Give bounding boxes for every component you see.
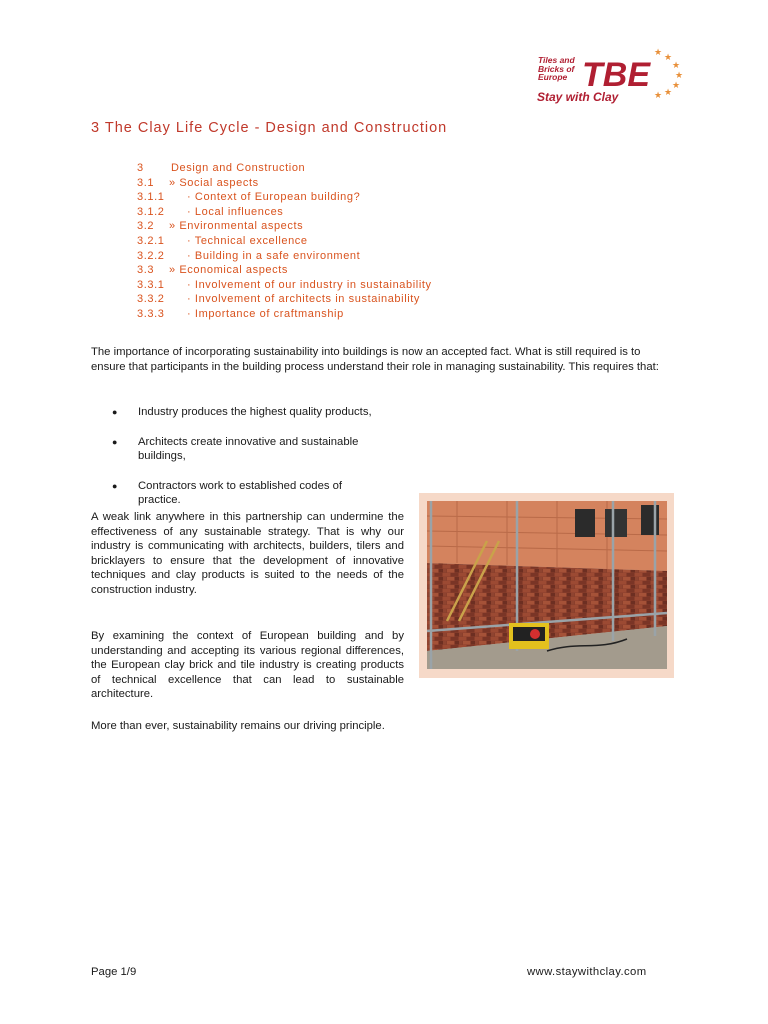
bullet-icon: ● [112, 407, 118, 417]
partnership-paragraph: A weak link anywhere in this partnership can undermine the effectiveness of any sustainable strategy. That is why our industry is communicating with architects, builders, tilers and bricklayers to ensure that the development of innovative techniques and clay products is suited to the needs of the construction industry. [91, 511, 404, 596]
page-title: 3 The Clay Life Cycle - Design and Construction [91, 120, 448, 136]
toc-item[interactable] [137, 176, 259, 191]
toc-label: · Technical excellence [187, 234, 308, 247]
page-number: Page 1/9 [91, 966, 137, 978]
toc-item[interactable] [137, 263, 288, 278]
toc-number: 3.2.2 [137, 249, 165, 262]
toc-number: 3.2 [137, 220, 155, 233]
svg-text:★: ★ [675, 70, 684, 80]
toc-label: · Involvement of architects in sustainability [187, 293, 421, 306]
toc-item[interactable] [137, 161, 306, 176]
tbe-mark-icon [580, 47, 684, 100]
toc-label: · Involvement of our industry in sustainability [187, 278, 432, 291]
toc-number: 3.2.1 [137, 234, 165, 247]
construction-site-photo [427, 501, 667, 669]
logo-mark: TBE [582, 56, 650, 94]
toc-number: 3.1.1 [137, 191, 165, 204]
context-paragraph: By examining the context of European building and by understanding and accepting its various regional differences, the European clay brick and tile industry is creating products of technical excellence that can lead to sustainable architecture. [91, 630, 404, 701]
logo-line-1: Tiles and [538, 55, 575, 65]
svg-text:★: ★ [664, 52, 673, 62]
toc-label: · Importance of craftmanship [187, 307, 344, 320]
construction-photo-frame [419, 493, 674, 678]
website-link[interactable]: www.staywithclay.com [527, 966, 647, 978]
svg-text:★: ★ [672, 80, 681, 90]
toc-number: 3.3.1 [137, 278, 165, 291]
logo-tagline: Stay with Clay [537, 90, 619, 104]
toc-number: 3.1 [137, 176, 155, 189]
toc-item[interactable] [137, 190, 361, 205]
svg-text:★: ★ [672, 60, 681, 70]
svg-text:★: ★ [654, 47, 663, 57]
toc-label: » Economical aspects [169, 264, 288, 277]
toc-item[interactable] [137, 234, 308, 249]
closing-paragraph: More than ever, sustainability remains our driving principle. [91, 720, 385, 732]
toc-number: 3.3.3 [137, 307, 165, 320]
toc-item[interactable] [137, 278, 432, 293]
star-ring-icon [654, 47, 683, 100]
requirements-list [112, 405, 402, 523]
svg-text:★: ★ [654, 90, 663, 100]
toc-item[interactable] [137, 292, 421, 307]
toc-number: 3.1.2 [137, 205, 165, 218]
toc-label: · Local influences [187, 205, 284, 218]
list-item [112, 479, 378, 508]
bullet-icon: ● [112, 480, 118, 491]
list-item-text: Architects create innovative and sustainable buildings, [138, 435, 359, 463]
toc-item[interactable] [137, 219, 304, 234]
bullet-icon: ● [112, 436, 118, 447]
toc-number: 3.3.2 [137, 293, 165, 306]
toc-label: · Context of European building? [187, 191, 361, 204]
toc-label: » Social aspects [169, 176, 259, 189]
logo-line-3: Europe [538, 72, 568, 82]
list-item-text: Industry produces the highest quality products, [138, 406, 372, 418]
toc-item[interactable] [137, 249, 361, 264]
toc-label: · Building in a safe environment [187, 249, 361, 262]
tbe-logo [535, 40, 684, 110]
intro-paragraph: The importance of incorporating sustainability into buildings is now an accepted fact. What is still required is to ensure that participants in the building process understand their role in managing sustainability. This requires that: [91, 346, 659, 373]
logo-line-2: Bricks of [538, 63, 575, 74]
list-item [112, 435, 402, 464]
list-item-text: Contractors work to established codes of practice. [138, 479, 343, 507]
svg-text:★: ★ [664, 87, 673, 97]
toc-number: 3.3 [137, 264, 155, 277]
logo-text [538, 56, 578, 82]
table-of-contents [137, 161, 432, 322]
list-item [112, 405, 402, 420]
toc-item[interactable] [137, 307, 344, 322]
toc-number: 3 [137, 162, 144, 174]
toc-item[interactable] [137, 205, 284, 220]
toc-label: Design and Construction [171, 162, 306, 174]
toc-label: » Environmental aspects [169, 220, 304, 233]
